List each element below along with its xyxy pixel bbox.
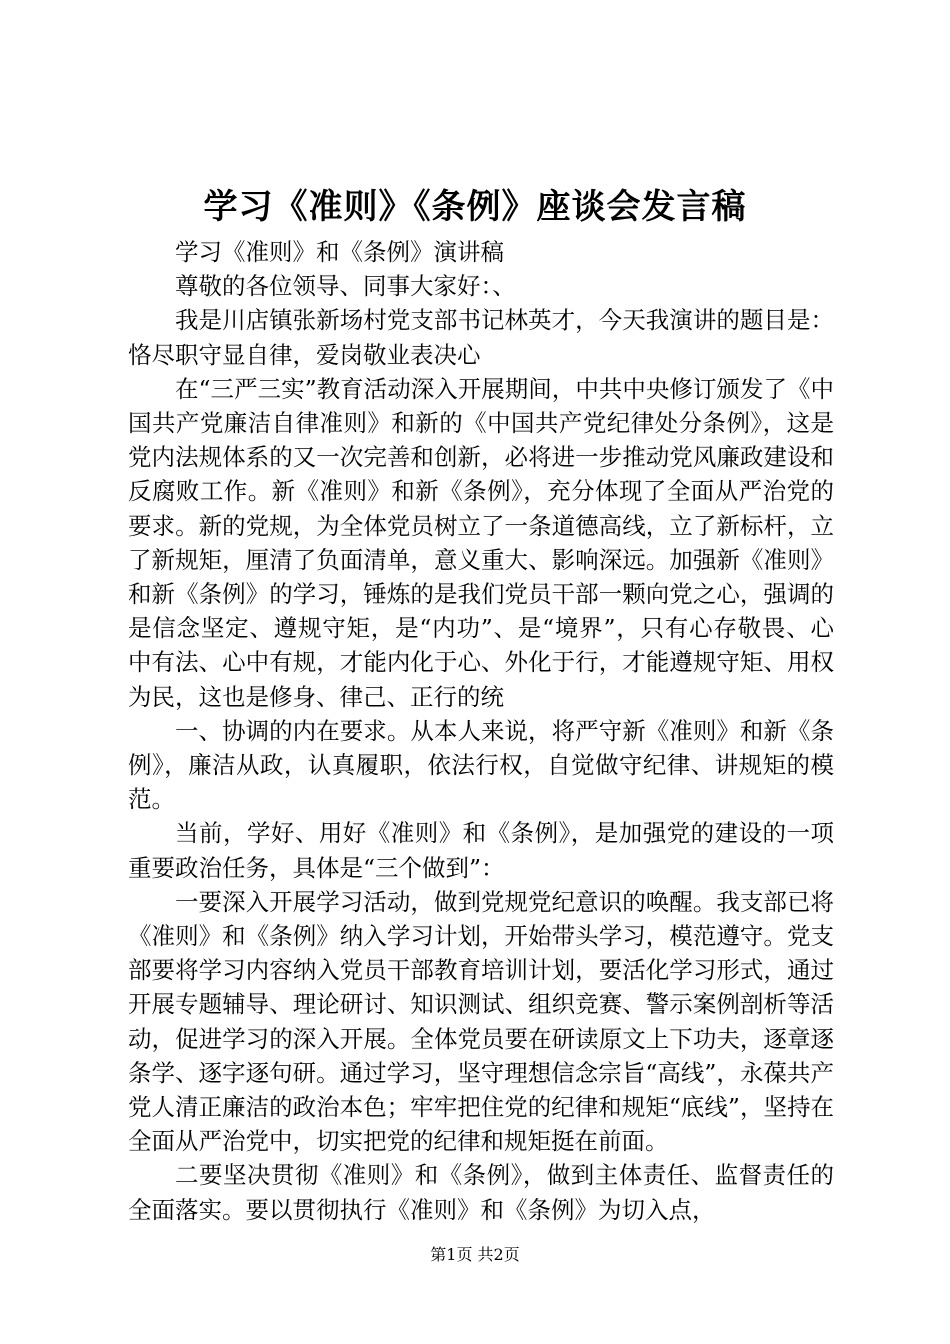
paragraph-greeting: 尊敬的各位领导、同事大家好：、	[175, 272, 516, 301]
paragraph-subtitle: 学习《准则》和《条例》演讲稿	[175, 238, 504, 266]
paragraph-point-one: 一要深入开展学习活动，做到党规党纪意识的唤醒。我支部已将《准则》和《条例》纳入学习计划，开始带头学习，模范遵守。党支部要将学习内容纳入党员干部教育培训计划，要活化学习形式，通过开展专题辅导、理论研讨、知识测试、组织竞赛、警示案例剖析等活动，促进学习的深入开展。全体党员要在研读原文上下功夫，逐章逐条学、逐字逐句研。通过学习，坚守理想信念宗旨“高线”，永葆共产党人清正廉洁的政治本色；牢牢把住党的纪律和规矩“底线”，坚持在全面从严治党中，切实把党的纪律和规矩挺在前面。	[128, 887, 834, 1156]
page-footer: 第1页 共2页	[430, 1245, 520, 1264]
document-title: 学习《准则》《条例》座谈会发言稿	[203, 187, 747, 227]
document-body	[128, 235, 834, 1227]
paragraph-point-two: 二要坚决贯彻《准则》和《条例》，做到主体责任、监督责任的全面落实。要以贯彻执行《准则》和《条例》为切入点，	[128, 1161, 834, 1224]
paragraph-requirement: 一、协调的内在要求。从本人来说，将严守新《准则》和新《条例》，廉洁从政，认真履职，依法行权，自觉做守纪律、讲规矩的模范。	[128, 716, 834, 814]
paragraph-background: 在“三严三实”教育活动深入开展期间，中共中央修订颁发了《中国共产党廉洁自律准则》和新的《中国共产党纪律处分条例》，这是党内法规体系的又一次完善和创新，必将进一步推动党风廉政建设和反腐败工作。新《准则》和新《条例》，充分体现了全面从严治党的要求。新的党规，为全体党员树立了一条道德高线，立了新标杆，立了新规矩，厘清了负面清单，意义重大、影响深远。加强新《准则》和新《条例》的学习，锤炼的是我们党员干部一颗向党之心，强调的是信念坚定、遵规守矩，是“内功”、是“境界”，只有心存敬畏、心中有法、心中有规，才能内化于心、外化于行，才能遵规守矩、用权为民，这也是修身、律己、正行的统	[128, 374, 834, 711]
paragraph-three-points: 当前，学好、用好《准则》和《条例》，是加强党的建设的一项重要政治任务，具体是“三个做到”：	[128, 819, 834, 882]
paragraph-introduction: 我是川店镇张新场村党支部书记林英才，今天我演讲的题目是：恪尽职守显自律，爱岗敬业表决心	[128, 306, 834, 369]
